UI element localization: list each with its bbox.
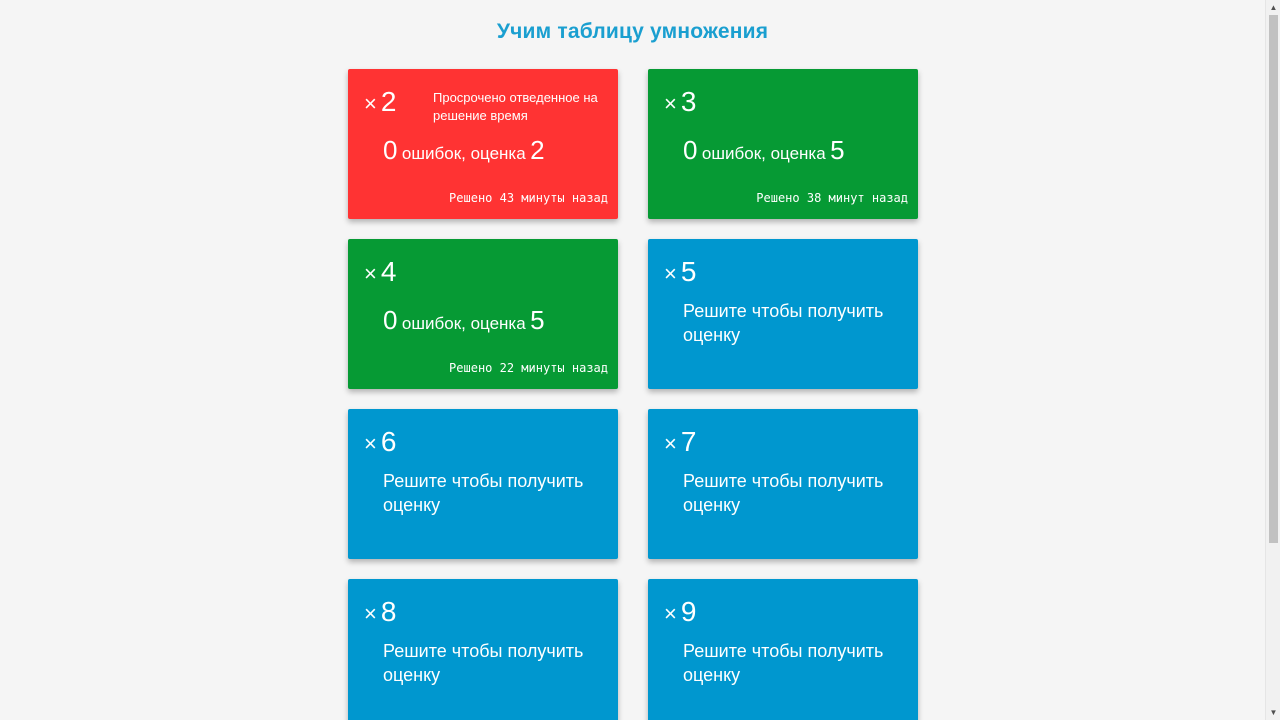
times-icon: × [364,91,377,116]
times-icon: × [664,431,677,456]
errors-label: ошибок, оценка [401,144,526,163]
solve-prompt: Решите чтобы получить оценку [683,301,884,345]
card-times-8[interactable] [348,579,618,720]
solved-time: Решено 43 минуты назад [449,191,608,205]
grade: 5 [530,305,545,335]
multiplier: 8 [380,596,397,627]
triangle-down-icon[interactable]: ▼ [1269,708,1278,717]
score-line [383,305,545,336]
card-times-4[interactable] [348,239,618,389]
card-title [364,597,396,629]
times-icon: × [364,431,377,456]
errors-label: ошибок, оценка [701,144,826,163]
solve-prompt: Решите чтобы получить оценку [683,471,884,515]
card-title [664,427,696,459]
solve-prompt: Решите чтобы получить оценку [383,471,584,515]
grade: 2 [530,135,545,165]
times-icon: × [664,261,677,286]
solved-time: Решено 22 минуты назад [449,361,608,375]
card-times-9[interactable] [648,579,918,720]
card-title [364,427,396,459]
triangle-up-icon[interactable]: ▲ [1269,3,1278,12]
page-title: Учим таблицу умножения [496,20,769,43]
multiplier: 3 [680,86,697,117]
card-times-5[interactable] [648,239,918,389]
card-title [664,597,696,629]
multiplier: 2 [380,86,397,117]
card-title [364,257,396,289]
card-title [664,87,696,119]
vertical-scrollbar[interactable] [1265,0,1280,720]
errors-count: 0 [683,135,698,165]
card-title [664,257,696,289]
card-times-2[interactable] [348,69,618,219]
score-line [683,135,845,166]
scrollbar-thumb[interactable] [1269,15,1278,543]
errors-count: 0 [383,135,398,165]
multiplier: 7 [680,426,697,457]
multiplier: 4 [380,256,397,287]
grade: 5 [830,135,845,165]
card-title [364,87,396,119]
solved-time: Решено 38 минут назад [756,191,908,205]
solve-prompt: Решите чтобы получить оценку [383,641,584,685]
times-icon: × [664,601,677,626]
card-times-3[interactable] [648,69,918,219]
times-icon: × [364,601,377,626]
times-icon: × [664,91,677,116]
errors-label: ошибок, оценка [401,314,526,333]
overdue-note: Просрочено отведенное на решение время [433,90,598,123]
score-line [383,135,545,166]
times-icon: × [364,261,377,286]
multiplier: 5 [680,256,697,287]
multiplier: 6 [380,426,397,457]
card-times-7[interactable] [648,409,918,559]
card-times-6[interactable] [348,409,618,559]
solve-prompt: Решите чтобы получить оценку [683,641,884,685]
multiplier: 9 [680,596,697,627]
errors-count: 0 [383,305,398,335]
